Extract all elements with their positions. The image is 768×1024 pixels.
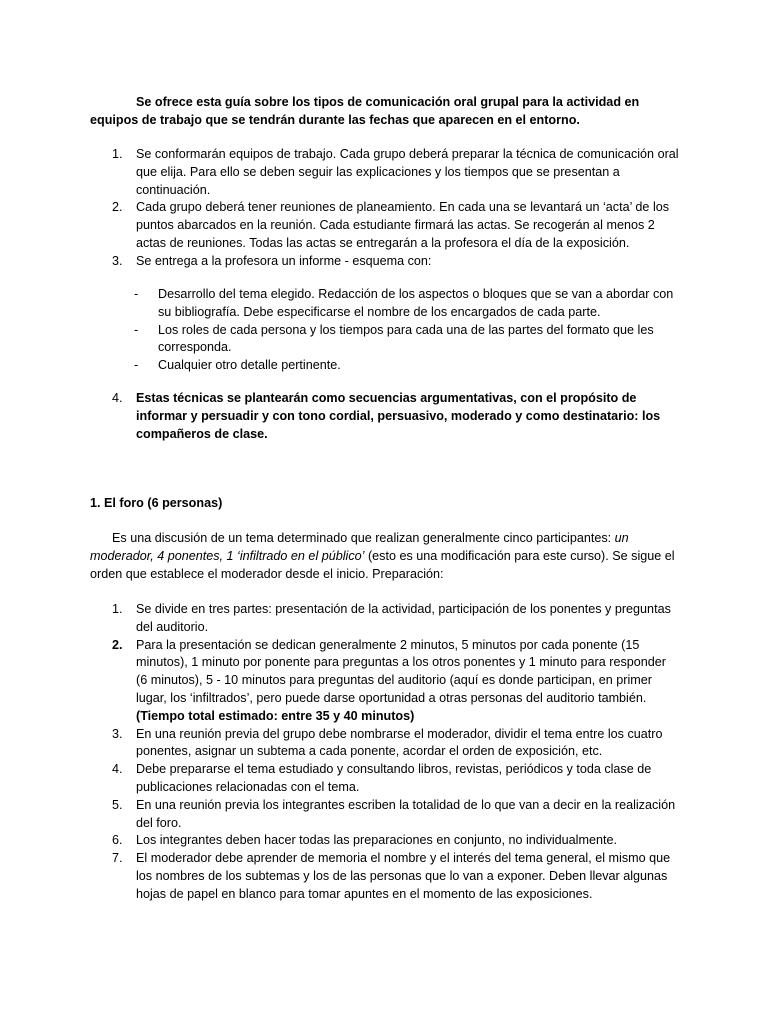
item-number: 2.	[112, 637, 123, 652]
item-text: Debe prepararse el tema estudiado y consultando libros, revistas, periódicos y toda clase de publicaciones relacionadas con el tema.	[136, 762, 652, 794]
list-item	[112, 146, 680, 199]
item-number: 4.	[112, 391, 123, 405]
item-text: Se divide en tres partes: presentación de la actividad, participación de los ponentes y preguntas del auditorio.	[136, 602, 671, 634]
dash-bullet: -	[134, 322, 139, 337]
item-number: 7.	[112, 851, 123, 866]
list-item	[112, 390, 680, 443]
instructions-list-continued	[112, 390, 680, 443]
list-item	[112, 637, 680, 726]
dash-bullet: -	[134, 287, 139, 301]
foro-intro-italic: un moderador, 4 ponentes, 1 ‘infiltrado en el público’	[90, 531, 629, 563]
intro-paragraph: Se ofrece esta guía sobre los tipos de comunicación oral grupal para la actividad en equipos de trabajo que se tendrán durante las fechas que aparecen en el entorno.	[90, 95, 640, 127]
list-item	[112, 726, 680, 762]
foro-intro-end: (esto es una modificación para este curso). Se sigue el orden que establece el moderador desde el inicio. Preparación:	[90, 548, 675, 581]
foro-intro-paragraph	[90, 530, 680, 583]
item-number: 3.	[112, 253, 123, 268]
item-text: Cualquier otro detalle pertinente.	[158, 358, 341, 373]
item-number: 5.	[112, 797, 123, 812]
item-number: 4.	[112, 762, 123, 777]
list-item	[134, 286, 680, 322]
item-number: 1.	[112, 602, 123, 616]
item-text: Los integrantes deben hacer todas las preparaciones en conjunto, no individualmente.	[136, 833, 617, 848]
item-text: Se conformarán equipos de trabajo. Cada grupo deberá preparar la técnica de comunicación oral que elija. Para ello se deben seguir las explicaciones y los tiempos que se presentan a continuación.	[136, 147, 679, 197]
item-number: 6.	[112, 833, 123, 848]
list-item	[112, 253, 680, 271]
list-item	[134, 322, 680, 358]
instructions-list	[112, 146, 680, 271]
item-text: Estas técnicas se plantearán como secuencias argumentativas, con el propósito de informar y persuadir y con tono cordial, persuasivo, moderado y como destinatario: los compañeros de clase.	[136, 391, 661, 441]
report-contents-list	[134, 286, 680, 375]
foro-preparation-list	[112, 601, 680, 904]
item-number: 2.	[112, 200, 123, 215]
list-item	[112, 761, 680, 797]
item-text: Los roles de cada persona y los tiempos para cada una de las partes del formato que les corresponda.	[158, 322, 654, 355]
section-heading: 1. El foro (6 personas)	[90, 496, 223, 510]
item-text: En una reunión previa los integrantes escriben la totalidad de lo que van a decir en la realización del foro.	[136, 797, 676, 830]
item-text: Desarrollo del tema elegido. Redacción de los aspectos o bloques que se van a abordar con su bibliografía. Debe especificarse el nombre de los encargados de cada parte.	[158, 287, 674, 319]
item-text: En una reunión previa del grupo debe nombrarse el moderador, dividir el tema entre los cuatro ponentes, asignar un subtema a cada ponente, acordar el orden de exposición, etc.	[136, 726, 663, 759]
item-text: El moderador debe aprender de memoria el nombre y el interés del tema general, el mismo que los nombres de los subtemas y los de las personas que lo van a exponer. Deben llevar algunas hojas de papel en blanco para tomar apuntes en el momento de las exposiciones.	[136, 851, 671, 901]
foro-intro-start: Es una discusión de un tema determinado que realizan generalmente cinco participantes:	[112, 531, 615, 545]
list-item	[112, 199, 680, 252]
list-item	[112, 850, 680, 903]
item-text: Para la presentación se dedican generalmente 2 minutos, 5 minutos por cada ponente (15 minutos), 1 minuto por ponente para preguntas a los otros ponentes y 1 minuto para responder (6 minutos), 5 - 10 minutos para preguntas del auditorio (aquí es donde participan, en primer lugar, los ‘infiltrados’, pero puede darse oportunidad a otras personas del auditorio también.	[136, 637, 666, 705]
list-item	[112, 832, 680, 850]
item-number: 1.	[112, 147, 123, 161]
item-text: Cada grupo deberá tener reuniones de planeamiento. En cada una se levantará un ‘acta’ de los puntos abarcados en la reunión. Cada estudiante firmará las actas. Se recogerán al menos 2 actas de reuniones. Todas las actas se entregarán a la profesora el día de la exposición.	[136, 200, 670, 250]
time-estimate: (Tiempo total estimado: entre 35 y 40 minutos)	[136, 708, 415, 723]
list-item	[112, 601, 680, 637]
list-item	[134, 357, 680, 375]
list-item	[112, 797, 680, 833]
item-number: 3.	[112, 726, 123, 741]
dash-bullet: -	[134, 358, 139, 373]
item-text: Se entrega a la profesora un informe - esquema con:	[136, 253, 432, 268]
